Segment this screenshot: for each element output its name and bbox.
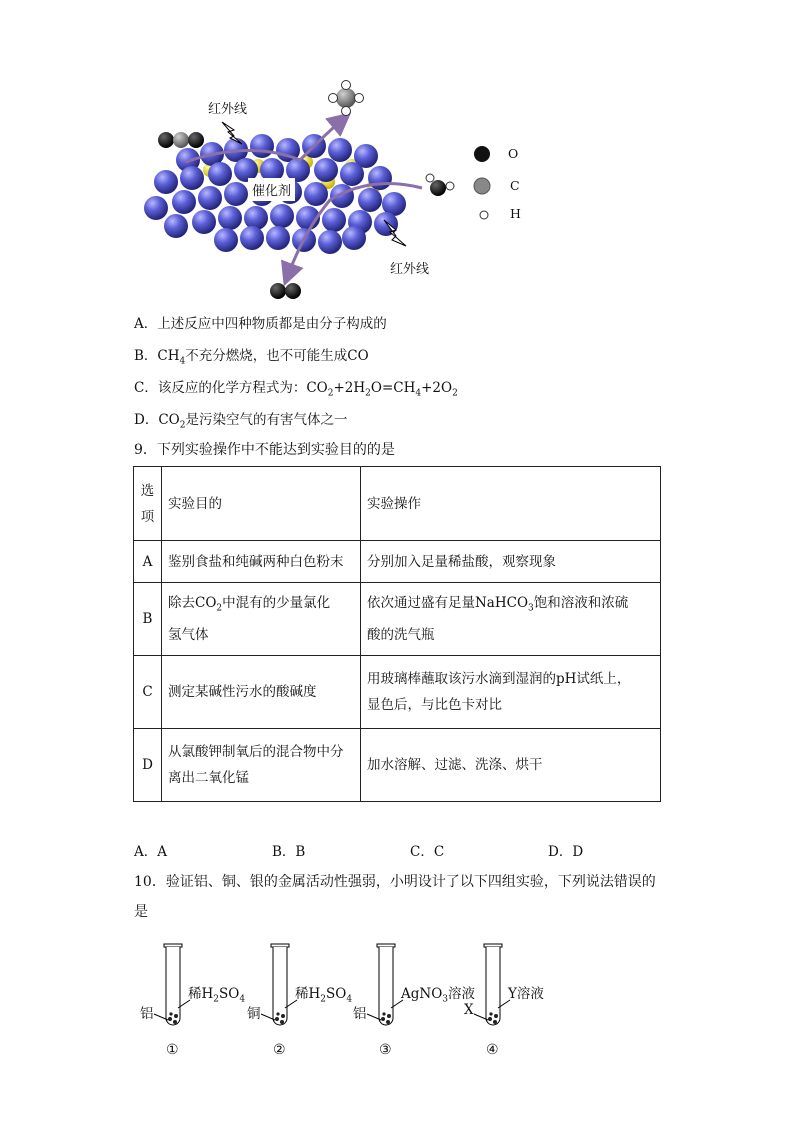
legend-label-c: C: [510, 178, 520, 193]
row-purpose: 从氯酸钾制氧后的混合物中分 离出二氧化锰: [162, 729, 361, 802]
row-operation: 用玻璃棒蘸取该污水滴到湿润的pH试纸上， 显色后，与比色卡对比: [361, 656, 661, 729]
ir-label-bottom: 红外线: [390, 262, 430, 277]
tube3-solution: AgNO$_3$溶液: [401, 986, 476, 1005]
q9-answer-d: D．D: [548, 844, 584, 860]
table-row: [134, 729, 661, 802]
row-option: B: [134, 583, 162, 656]
header-operation: 实验操作: [361, 467, 661, 541]
legend-label-o: O: [508, 146, 519, 161]
table-header-row: [134, 467, 661, 541]
tube4-metal: X: [464, 1002, 474, 1018]
test-tube-3: [367, 944, 403, 1025]
h2o-molecule: [426, 174, 454, 196]
row-operation: 依次通过盛有足量NaHCO$_3$饱和溶液和浓硫 酸的洗气瓶: [361, 583, 661, 656]
q8-option-a: A．上述反应中四种物质都是由分子构成的: [134, 316, 387, 332]
tube1-solution: 稀$H_2SO_4$: [188, 986, 246, 1005]
tube2-number: ②: [273, 1042, 286, 1058]
table-row: [134, 583, 661, 656]
legend-oxygen-icon: [474, 146, 490, 162]
test-tube-1: [154, 944, 190, 1025]
q8-option-b: B．$CH_4$不充分燃烧，也不可能生成CO: [134, 348, 369, 367]
row-purpose: 测定某碱性污水的酸碱度: [162, 656, 361, 729]
header-option: 选 项: [134, 467, 162, 541]
q9-answer-b: B．B: [272, 844, 306, 860]
row-operation: 加水溶解、过滤、洗涤、烘干: [361, 729, 661, 802]
row-purpose: 鉴别食盐和纯碱两种白色粉末: [162, 541, 361, 583]
row-operation: 分别加入足量稀盐酸，观察现象: [361, 541, 661, 583]
row-option: A: [134, 541, 162, 583]
q8-option-c: C．该反应的化学方程式为：$CO_2+2H_2O=CH_4+2O_2$: [134, 380, 458, 399]
co2-molecule: [158, 132, 204, 148]
q10-stem-line1: 10．验证铝、铜、银的金属活动性强弱，小明设计了以下四组实验，下列说法错误的: [134, 874, 656, 890]
tube1-number: ①: [166, 1042, 179, 1058]
q9-table: [133, 466, 661, 802]
tube1-metal: 铝: [140, 1006, 154, 1022]
q9-stem: 9．下列实验操作中不能达到实验目的的是: [134, 442, 395, 458]
ch4-molecule: [329, 81, 364, 116]
q9-answer-c: C．C: [410, 844, 445, 860]
tube3-number: ③: [379, 1042, 392, 1058]
ir-label-top: 红外线: [208, 102, 248, 117]
row-option: D: [134, 729, 162, 802]
q8-option-d: D．$CO_2$是污染空气的有害气体之一: [134, 412, 348, 431]
table-row: [134, 541, 661, 583]
row-purpose: 除去$CO_2$中混有的少量氯化 氢气体: [162, 583, 361, 656]
tube4-number: ④: [486, 1042, 499, 1058]
q9-answer-a: A．A: [134, 844, 167, 860]
catalyst-illustration: [130, 70, 550, 310]
test-tube-2: [261, 944, 297, 1025]
catalyst-label: 催化剂: [248, 178, 295, 201]
o2-molecule: [270, 283, 301, 299]
tube4-solution: Y溶液: [508, 986, 544, 1002]
tube2-solution: 稀$H_2SO_4$: [295, 986, 353, 1005]
legend-carbon-icon: [474, 178, 490, 194]
tube3-metal: 铝: [353, 1006, 367, 1022]
row-option: C: [134, 656, 162, 729]
header-purpose: 实验目的: [162, 467, 361, 541]
legend-hydrogen-icon: [480, 211, 488, 219]
table-row: [134, 656, 661, 729]
test-tube-4: [474, 944, 510, 1025]
legend-label-h: H: [510, 206, 521, 221]
tube2-metal: 铜: [247, 1006, 261, 1022]
q10-stem-line2: 是: [134, 904, 148, 920]
